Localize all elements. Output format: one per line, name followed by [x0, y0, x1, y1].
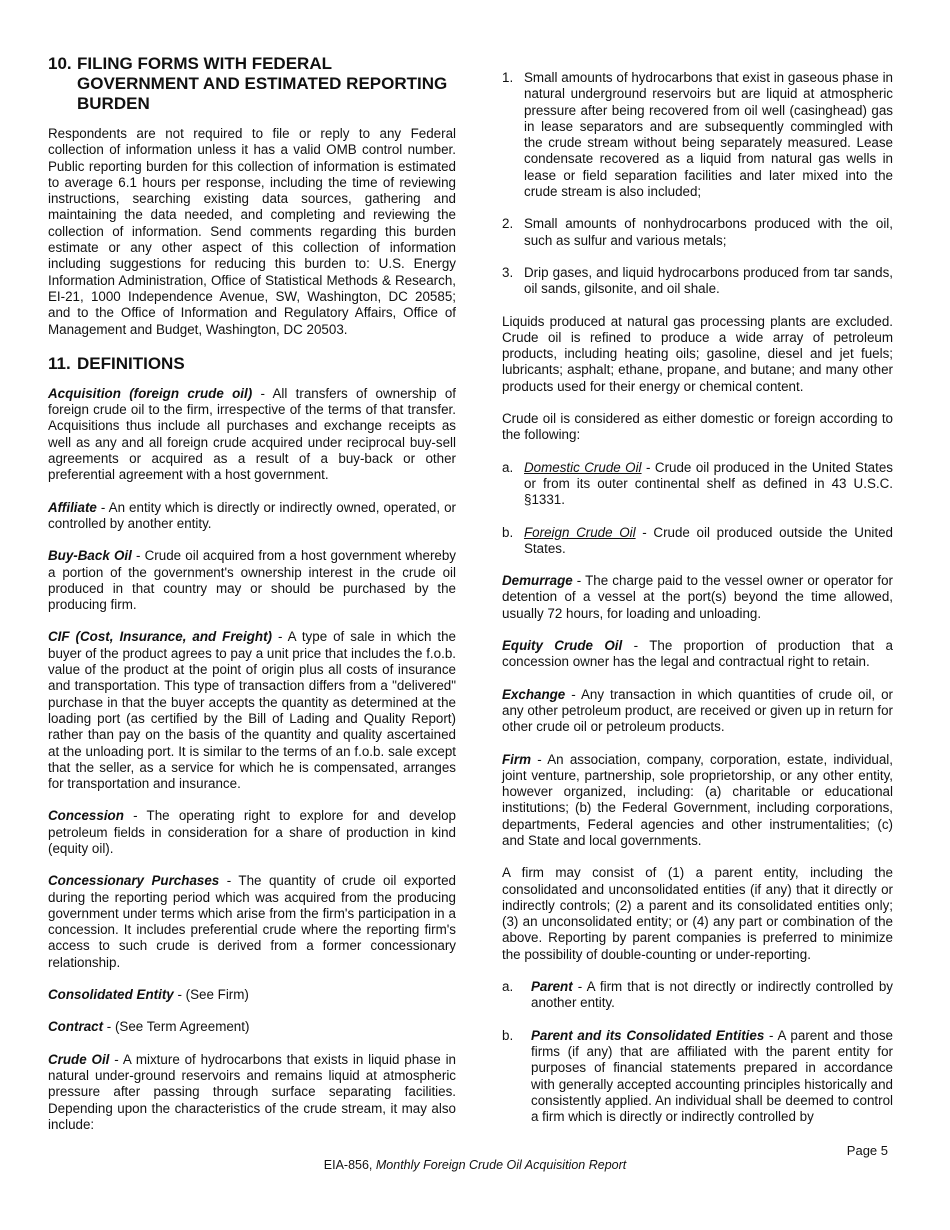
- definition-exchange: [502, 687, 893, 736]
- definition-consolidated-entity: [48, 987, 456, 1003]
- definition-concession: [48, 808, 456, 857]
- footer-form-title: [0, 1158, 950, 1172]
- definition-text: - Any transaction in which quantities of crude oil, or any other petroleum product, are received or given up in return for other crude oil or petroleum products.: [502, 686, 893, 735]
- section-number: 11.: [48, 353, 71, 373]
- liquids-paragraph: Liquids produced at natural gas processing plants are excluded. Crude oil is refined to produce a wide array of petroleum products, including heating oils; gasoline, diesel and jet fuels; lubricants; asphalt; ethane, propane, and butane; and many other products used for their energy or chemical content.: [502, 313, 893, 394]
- list-text: Drip gases, and liquid hydrocarbons produced from tar sands, oil sands, gilsonite, and oil shale.: [524, 264, 893, 297]
- definition-term: Firm: [502, 751, 532, 767]
- definition-term: Exchange: [502, 686, 566, 702]
- definition-text: - (See Firm): [173, 987, 249, 1003]
- definition-text: - An association, company, corporation, estate, individual, joint venture, partnership, sole proprietorship, or any other entity, however organized, including: (a) charitable or educational institutions; (b) the Federal Government, including corporations, departments, Federal agencies and other instrumentalities; (c) and State and local governments.: [502, 751, 893, 848]
- definition-text: - A mixture of hydrocarbons that exists in liquid phase in natural under-ground reservoirs and remains liquid at atmospheric pressure after passing through surface separating facilities. Depending upon the characteristics of the crude stream, it may also include:: [48, 1051, 457, 1132]
- section-11-heading: [48, 354, 456, 374]
- form-title: Monthly Foreign Crude Oil Acquisition Report: [375, 1158, 627, 1172]
- definition-affiliate: [48, 500, 456, 533]
- list-item: [502, 1028, 893, 1126]
- definition-term: Buy-Back Oil: [48, 548, 132, 564]
- left-column: [48, 54, 456, 1149]
- definition-text: - The charge paid to the vessel owner or operator for detention of a vessel at the port(s) beyond the time allowed, usually 72 hours, for loading and unloading.: [502, 573, 893, 621]
- list-item: [502, 265, 893, 298]
- definition-term: Crude Oil: [48, 1051, 110, 1067]
- definition-term: Concession: [48, 808, 124, 824]
- list-marker: a.: [502, 979, 514, 995]
- definition-buy-back-oil: [48, 548, 456, 613]
- definition-term: Acquisition (foreign crude oil): [48, 385, 253, 401]
- list-marker: a.: [502, 459, 514, 475]
- definition-term: CIF (Cost, Insurance, and Freight): [48, 629, 273, 645]
- section-number: 10.: [48, 54, 72, 73]
- definition-term: Parent and its Consolidated Entities: [531, 1027, 765, 1043]
- definition-text: - The quantity of crude oil exported during the reporting period which was acquired from the producing government under terms which arise from the firm's participation in a concession. It includes preferential crude where the reporting firm's access to such crude is derived from a former concessionary relationship.: [48, 873, 456, 970]
- burden-paragraph: Respondents are not required to file or reply to any Federal collection of information unless it has a valid OMB control number. Public reporting burden for this collection of information is estimated to average 6.1 hours per response, including the time of reviewing instructions, searching existing data sources, gathering and maintaining the data needed, and completing and reviewing the collection of information. Send comments regarding this burden estimate or any other aspect of this collection of information including suggestions for reducing this burden to: U.S. Energy Information Administration, Office of Statistical Methods & Research, EI-21, 1000 Independence Avenue, SW, Washington, DC 20585; and to the Office of Information and Regulatory Affairs, Office of Management and Budget, Washington, DC 20503.: [48, 126, 456, 337]
- definition-term: Consolidated Entity: [48, 987, 174, 1003]
- definition-term: Concessionary Purchases: [48, 873, 220, 889]
- list-marker: b.: [502, 1027, 514, 1043]
- definition-text: - A type of sale in which the buyer of the product agrees to pay a unit price that includes the f.o.b. value of the product at the point of origin plus all costs of insurance and transportation. This type of transaction differs from a "delivered" purchase in that the buyer accepts the quantity as determined at the loading port (as certified by the Bill of Lading and Quality Report) rather than pay on the basis of the quantity and quality ascertained at the unloading port. It is similar to the terms of an f.o.b. sale except that the seller, as a service for which he is compensated, arranges for transportation and insurance.: [48, 629, 456, 792]
- list-item: [502, 525, 893, 558]
- definition-text: - Crude oil produced outside the United States.: [524, 524, 893, 556]
- list-text: [531, 979, 893, 1012]
- form-code: EIA-856,: [323, 1158, 376, 1172]
- definition-firm: [502, 752, 893, 850]
- definition-crude-oil: [48, 1052, 456, 1133]
- list-item: [502, 979, 893, 1012]
- list-marker: 3.: [502, 264, 514, 280]
- definition-term: Affiliate: [48, 499, 97, 515]
- section-10-heading: [48, 54, 456, 114]
- list-item: [502, 216, 893, 249]
- definition-text: - An entity which is directly or indirectly owned, operated, or controlled by another entity.: [48, 499, 456, 531]
- definition-acquisition: [48, 386, 456, 484]
- definition-cif: [48, 629, 456, 792]
- definition-demurrage: [502, 573, 893, 622]
- definition-contract: [48, 1019, 456, 1035]
- definition-text: - Crude oil produced in the United States or from its outer continental shelf as defined in 43 U.S.C. §1331.: [524, 459, 893, 508]
- list-item: [502, 460, 893, 509]
- definition-term: Parent: [531, 979, 573, 995]
- definition-text: - A firm that is not directly or indirectly controlled by another entity.: [531, 979, 893, 1011]
- definition-term: Demurrage: [502, 573, 573, 589]
- list-text: Small amounts of hydrocarbons that exist in gaseous phase in natural underground reservoirs but are liquid at atmospheric pressure after being recovered from oil well (casinghead) gas in lease separators and are subsequently commingled with the crude stream without being separately measured. Lease condensate recovered as a liquid from natural gas wells in lease or field separation facilities and later mixed into the crude stream is also included;: [524, 70, 893, 200]
- firm-composition-paragraph: A firm may consist of (1) a parent entity, including the consolidated and unconsolidated entities (if any) that it directly or indirectly controls; (2) a parent and its consolidated entities only; (3) an unconsolidated entity; or (4) any part or combination of the above. Reporting by parent companies is preferred to minimize the possibility of double-counting or under-reporting.: [502, 865, 893, 962]
- definition-text: - All transfers of ownership of foreign crude oil to the firm, irrespective of the terms of that transfer. Acquisitions thus include all purchases and exchange receipts as well as any and all foreign crude acquired under reciprocal buy-sell agreements or acquired as a result of a buy-back or other preferential agreement with a host government.: [48, 385, 456, 483]
- right-column: [502, 70, 893, 1141]
- definition-term: Equity Crude Oil: [502, 638, 623, 654]
- list-marker: 1.: [502, 70, 514, 85]
- definition-text: - A parent and those firms (if any) that are affiliated with the parent entity for purposes of financial statements prepared in accordance with generally accepted accounting principles historically and consistently applied. An individual shall be deemed to control a firm which is directly or indirectly controlled by: [531, 1027, 893, 1125]
- section-title: DEFINITIONS: [77, 353, 185, 373]
- list-text: [531, 1028, 893, 1126]
- page-number: Page 5: [846, 1143, 888, 1158]
- section-title: FILING FORMS WITH FEDERAL GOVERNMENT AND ESTIMATED REPORTING BURDEN: [77, 54, 448, 113]
- list-marker: 2.: [502, 216, 514, 232]
- definition-text: - The proportion of production that a concession owner has the legal and contractual right to retain.: [502, 638, 893, 670]
- list-marker: b.: [502, 524, 514, 540]
- list-item: [502, 70, 893, 200]
- list-text: [524, 460, 893, 509]
- definition-equity-crude-oil: [502, 638, 893, 671]
- definition-term: Domestic Crude Oil: [524, 459, 642, 475]
- domestic-foreign-paragraph: Crude oil is considered as either domestic or foreign according to the following:: [502, 411, 893, 443]
- definition-term: Contract: [48, 1019, 104, 1035]
- list-text: [524, 525, 893, 558]
- definition-text: - Crude oil acquired from a host government whereby a portion of the government's ownership interest in the crude oil produced in that country may or should be purchased by the producing firm.: [48, 548, 456, 613]
- definition-text: - The operating right to explore for and develop petroleum fields in consideration for a share of production in kind (equity oil).: [48, 808, 456, 856]
- definition-term: Foreign Crude Oil: [524, 524, 636, 540]
- definition-concessionary-purchases: [48, 873, 456, 971]
- definition-text: - (See Term Agreement): [103, 1019, 250, 1035]
- list-text: Small amounts of nonhydrocarbons produced with the oil, such as sulfur and various metals;: [524, 216, 893, 248]
